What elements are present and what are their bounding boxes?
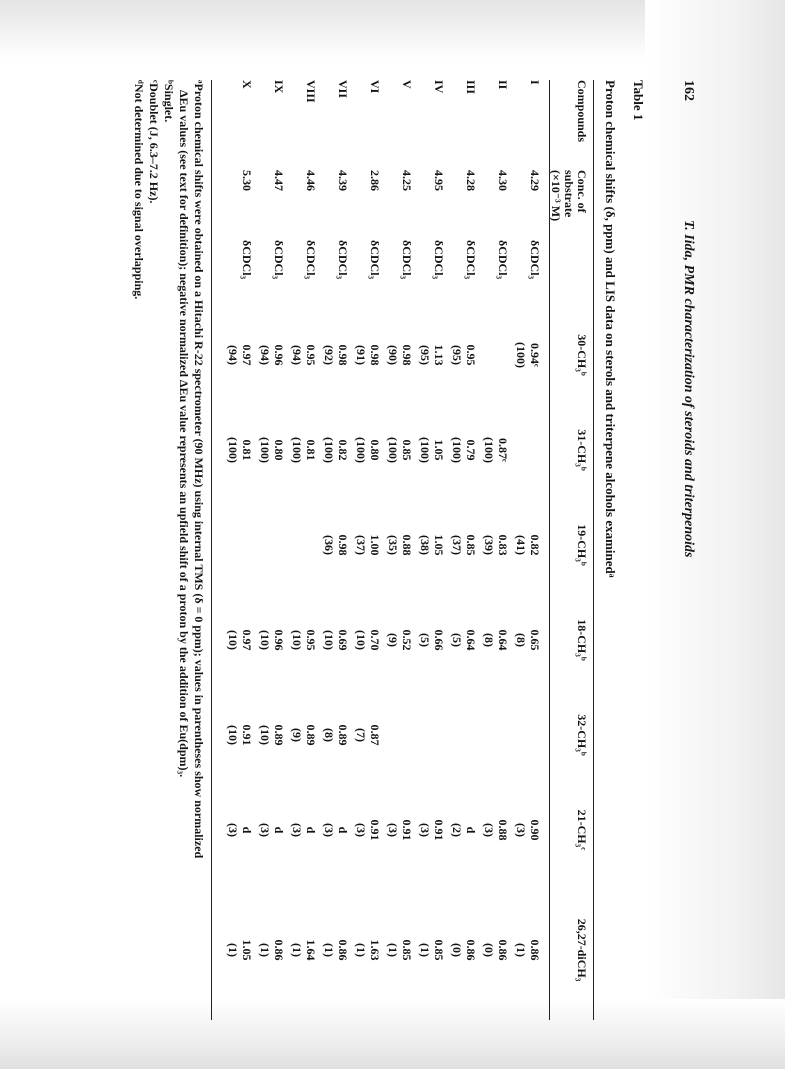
shift-value: 0.85	[432, 939, 446, 961]
normalized-value: (3)	[258, 823, 272, 837]
shift-cell-c30	[290, 320, 318, 390]
conc-value: 4.47	[272, 170, 286, 191]
shift-cell-c21	[226, 795, 254, 865]
shift-cell-c21	[386, 795, 414, 865]
solvent-shift-label: δCDCl₃	[304, 240, 318, 280]
shift-value: 0.83	[496, 534, 510, 556]
shift-cell-c2627	[258, 915, 286, 985]
shift-value: 1.05	[432, 439, 446, 461]
footnote-b: ᵇSinglet.	[162, 80, 176, 123]
shift-value: 0.66	[432, 629, 446, 651]
normalized-value: (1)	[514, 943, 528, 957]
solvent-shift-label: δCDCl₃	[528, 240, 542, 280]
normalized-value: (8)	[482, 633, 496, 647]
col-header-21ch3: 21-CH₃ᶜ	[575, 809, 589, 851]
col-header-18ch3: 18-CH₃ᵇ	[575, 619, 589, 661]
table-row	[510, 80, 542, 1020]
page-number: 162	[681, 80, 696, 101]
shift-cell-c19	[386, 510, 414, 580]
normalized-value: (3)	[418, 823, 432, 837]
normalized-value: (3)	[290, 823, 304, 837]
compound-id: I	[528, 80, 542, 85]
normalized-value: (9)	[290, 728, 304, 742]
shift-value: 0.87ᶜ	[496, 437, 510, 463]
shift-value: 0.81	[304, 439, 318, 461]
compound-id: II	[496, 80, 510, 90]
normalized-value: (90)	[386, 345, 400, 365]
table-bottom-rule	[211, 80, 212, 1020]
shift-value: 0.81	[240, 439, 254, 461]
shift-cell-c21	[482, 795, 510, 865]
shift-value: d	[336, 826, 350, 834]
shift-cell-c31	[258, 415, 286, 485]
shift-cell-c2627	[354, 915, 382, 985]
shift-value: 0.97	[240, 629, 254, 651]
shift-cell-c32	[354, 700, 382, 770]
conc-value: 4.39	[336, 170, 350, 191]
normalized-value: (100)	[514, 342, 528, 368]
shift-cell-c32	[290, 700, 318, 770]
shift-cell-c30	[226, 320, 254, 390]
compound-id: VI	[368, 80, 382, 94]
normalized-value: (92)	[322, 345, 336, 365]
normalized-value: (8)	[322, 728, 336, 742]
solvent-shift-label: δCDCl₃	[496, 240, 510, 280]
normalized-value: (5)	[450, 633, 464, 647]
normalized-value: (7)	[354, 728, 368, 742]
shift-value: 0.79	[464, 439, 478, 461]
normalized-value: (100)	[226, 437, 240, 463]
normalized-value: (100)	[258, 437, 272, 463]
normalized-value: (10)	[258, 630, 272, 650]
shift-cell-c31	[290, 415, 318, 485]
compound-id: VII	[336, 80, 350, 99]
shift-value: 1.05	[240, 939, 254, 961]
shift-value: 1.13	[432, 344, 446, 366]
normalized-value: (3)	[386, 823, 400, 837]
shift-value: 0.69	[336, 629, 350, 651]
shift-value: d	[304, 826, 318, 834]
normalized-value: (100)	[482, 437, 496, 463]
conc-value: 2.86	[368, 170, 382, 191]
shift-cell-c30	[354, 320, 382, 390]
normalized-value: (94)	[290, 345, 304, 365]
shift-value: 0.64	[464, 629, 478, 651]
col-header-conc: Conc. of substrate (×10⁻³ M)	[549, 170, 589, 222]
shift-cell-c19	[514, 510, 542, 580]
normalized-value: (38)	[418, 535, 432, 555]
footnote-a-continued: ΔEu values (see text for definition); negative normalized ΔEu value represents an upfield shift of a proton by the addition of Eu(dpm)₃.	[177, 90, 191, 778]
shift-cell-c31	[386, 415, 414, 485]
shift-cell-c19	[354, 510, 382, 580]
shift-value: 0.86	[464, 939, 478, 961]
shift-cell-c2627	[386, 915, 414, 985]
conc-value: 4.28	[464, 170, 478, 191]
normalized-value: (1)	[226, 943, 240, 957]
shift-cell-c32	[258, 700, 286, 770]
normalized-value: (8)	[514, 633, 528, 647]
col-header-31ch3: 31-CH₃ᵇ	[575, 429, 589, 471]
shift-value: 0.85	[400, 439, 414, 461]
shift-cell-c32	[226, 700, 254, 770]
shift-cell-c31	[450, 415, 478, 485]
solvent-shift-label: δCDCl₃	[368, 240, 382, 280]
shift-cell-c30	[450, 320, 478, 390]
conc-value: 4.25	[400, 170, 414, 191]
col-header-32ch3: 32-CH₃ᵇ	[575, 714, 589, 756]
shift-cell-c31	[226, 415, 254, 485]
shift-value: 0.91	[432, 819, 446, 841]
shift-value: 0.98	[368, 344, 382, 366]
shift-value: 1.63	[368, 939, 382, 961]
table-row	[318, 80, 350, 1020]
normalized-value: (100)	[386, 437, 400, 463]
shift-cell-c21	[514, 795, 542, 865]
table-row	[382, 80, 414, 1020]
shift-cell-c21	[450, 795, 478, 865]
shift-value: 0.98	[400, 344, 414, 366]
solvent-shift-label: δCDCl₃	[336, 240, 350, 280]
shift-value: 0.95	[304, 629, 318, 651]
shift-value: 0.64	[496, 629, 510, 651]
normalized-value: (41)	[514, 535, 528, 555]
shift-value: 0.98	[336, 534, 350, 556]
table-row	[286, 80, 318, 1020]
shift-value: d	[464, 826, 478, 834]
solvent-shift-label: δCDCl₃	[464, 240, 478, 280]
footnotes	[131, 80, 206, 1020]
compound-id: V	[400, 80, 414, 89]
conc-value: 4.29	[528, 170, 542, 191]
normalized-value: (95)	[418, 345, 432, 365]
rotated-page	[100, 80, 700, 1020]
solvent-shift-label: δCDCl₃	[272, 240, 286, 280]
shift-value: 0.86	[528, 939, 542, 961]
shift-cell-c21	[418, 795, 446, 865]
conc-value: 4.46	[304, 170, 318, 191]
table-row	[414, 80, 446, 1020]
shift-value: 0.86	[336, 939, 350, 961]
shift-value: 0.96	[272, 629, 286, 651]
normalized-value: (100)	[322, 437, 336, 463]
shift-cell-c18	[514, 605, 542, 675]
shift-value: 0.90	[528, 819, 542, 841]
normalized-value: (1)	[258, 943, 272, 957]
table-row	[350, 80, 382, 1020]
shift-value: 0.96	[272, 344, 286, 366]
normalized-value: (39)	[482, 535, 496, 555]
shift-cell-c21	[354, 795, 382, 865]
table-header-rule	[549, 80, 550, 1020]
table-row	[222, 80, 254, 1020]
shift-cell-c30	[418, 320, 446, 390]
normalized-value: (95)	[450, 345, 464, 365]
shift-value: 0.52	[400, 629, 414, 651]
normalized-value: (5)	[418, 633, 432, 647]
normalized-value: (2)	[450, 823, 464, 837]
compound-id: III	[464, 80, 478, 95]
normalized-value: (35)	[386, 535, 400, 555]
normalized-value: (0)	[482, 943, 496, 957]
shift-value: 0.86	[496, 939, 510, 961]
table-row	[478, 80, 510, 1020]
shift-cell-c31	[322, 415, 350, 485]
shift-value: 0.89	[336, 724, 350, 746]
normalized-value: (91)	[354, 345, 368, 365]
normalized-value: (100)	[450, 437, 464, 463]
shift-cell-c2627	[482, 915, 510, 985]
conc-value: 4.30	[496, 170, 510, 191]
shift-cell-c18	[482, 605, 510, 675]
shift-value: 0.91	[240, 724, 254, 746]
normalized-value: (1)	[386, 943, 400, 957]
shift-value: 0.80	[368, 439, 382, 461]
compound-id: IV	[432, 80, 446, 94]
shift-value: d	[240, 826, 254, 834]
shift-value: 0.89	[272, 724, 286, 746]
normalized-value: (3)	[514, 823, 528, 837]
normalized-value: (10)	[226, 630, 240, 650]
shift-value: 1.64	[304, 939, 318, 961]
solvent-shift-label: δCDCl₃	[432, 240, 446, 280]
shift-cell-c2627	[290, 915, 318, 985]
col-header-2627-dich3: 26,27-diCH₃	[575, 918, 589, 982]
shift-cell-c18	[450, 605, 478, 675]
shift-value: 0.86	[272, 939, 286, 961]
table-label: Table 1	[631, 80, 646, 121]
shift-cell-c19	[450, 510, 478, 580]
shift-value: 0.97	[240, 344, 254, 366]
table-row	[446, 80, 478, 1020]
shift-value: 0.91	[368, 819, 382, 841]
table-title: Proton chemical shifts (δ, ppm) and LIS data on sterols and triterpene alcohols examinedᵃ	[603, 80, 618, 578]
shift-value: 0.89	[304, 724, 318, 746]
normalized-value: (1)	[418, 943, 432, 957]
normalized-value: (3)	[322, 823, 336, 837]
shift-cell-c2627	[418, 915, 446, 985]
shift-value: 1.05	[432, 534, 446, 556]
footnote-d: ᵈNot determined due to signal overlapping.	[132, 80, 146, 300]
normalized-value: (100)	[290, 437, 304, 463]
shift-cell-c30	[322, 320, 350, 390]
solvent-shift-label: δCDCl₃	[400, 240, 414, 280]
col-header-compounds: Compounds	[575, 80, 589, 143]
col-header-30ch3: 30-CH₃ᵇ	[575, 334, 589, 376]
shift-value: 0.87	[368, 724, 382, 746]
normalized-value: (1)	[354, 943, 368, 957]
table-row	[254, 80, 286, 1020]
shift-value: 0.98	[336, 344, 350, 366]
shift-cell-c21	[290, 795, 318, 865]
shift-value: 0.95	[464, 344, 478, 366]
shift-cell-c30	[514, 320, 542, 390]
shift-cell-c18	[226, 605, 254, 675]
normalized-value: (1)	[290, 943, 304, 957]
shift-cell-c21	[258, 795, 286, 865]
normalized-value: (10)	[354, 630, 368, 650]
compound-id: X	[240, 80, 254, 89]
normalized-value: (37)	[450, 535, 464, 555]
solvent-shift-label: δCDCl₃	[240, 240, 254, 280]
normalized-value: (10)	[290, 630, 304, 650]
shift-cell-c19	[482, 510, 510, 580]
shift-cell-c2627	[322, 915, 350, 985]
shift-value: 0.94ᶜ	[528, 342, 542, 368]
shift-value: 0.85	[400, 939, 414, 961]
shift-cell-c2627	[514, 915, 542, 985]
shift-value: 0.80	[272, 439, 286, 461]
shift-value: 0.88	[496, 819, 510, 841]
shift-value: 0.70	[368, 629, 382, 651]
shift-value: d	[272, 826, 286, 834]
normalized-value: (3)	[482, 823, 496, 837]
normalized-value: (10)	[226, 725, 240, 745]
shift-value: 0.88	[400, 534, 414, 556]
shift-cell-c31	[418, 415, 446, 485]
shift-value: 0.65	[528, 629, 542, 651]
normalized-value: (36)	[322, 535, 336, 555]
shift-cell-c21	[322, 795, 350, 865]
shift-cell-c19	[418, 510, 446, 580]
compound-id: IX	[272, 80, 286, 94]
col-header-19ch3: 19-CH₃ᵇ	[575, 524, 589, 566]
normalized-value: (3)	[354, 823, 368, 837]
shift-cell-c30	[386, 320, 414, 390]
footnote-a: ᵃProton chemical shifts were obtained on a Hitachi R-22 spectrometer (90 MHz) using internal TMS (δ = 0 ppm); values in parentheses show normalized	[192, 80, 206, 859]
normalized-value: (10)	[258, 725, 272, 745]
compound-id: VIII	[304, 80, 318, 103]
conc-value: 4.95	[432, 170, 446, 191]
shift-cell-c32	[322, 700, 350, 770]
running-title: T. Iida, PMR characterization of steroids and triterpenoids	[681, 220, 696, 558]
shift-value: 0.95	[304, 344, 318, 366]
shift-cell-c18	[354, 605, 382, 675]
shift-cell-c18	[418, 605, 446, 675]
shift-cell-c30	[258, 320, 286, 390]
shift-cell-c19	[322, 510, 350, 580]
shift-cell-c18	[322, 605, 350, 675]
shift-cell-c31	[354, 415, 382, 485]
shift-cell-c18	[290, 605, 318, 675]
shift-value: 0.82	[528, 534, 542, 556]
shift-cell-c2627	[450, 915, 478, 985]
normalized-value: (37)	[354, 535, 368, 555]
shift-cell-c18	[386, 605, 414, 675]
shift-value: 0.85	[464, 534, 478, 556]
shift-value: 1.00	[368, 534, 382, 556]
footnote-c: ᶜDoublet (J, 6.3–7.2 Hz).	[147, 80, 161, 204]
shift-value: 0.91	[400, 819, 414, 841]
conc-value: 5.30	[240, 170, 254, 191]
normalized-value: (94)	[226, 345, 240, 365]
page-header	[670, 80, 700, 1020]
shift-cell-c31	[482, 415, 510, 485]
shift-cell-c2627	[226, 915, 254, 985]
shift-value: 0.82	[336, 439, 350, 461]
normalized-value: (0)	[450, 943, 464, 957]
normalized-value: (9)	[386, 633, 400, 647]
shift-cell-c18	[258, 605, 286, 675]
normalized-value: (100)	[418, 437, 432, 463]
normalized-value: (3)	[226, 823, 240, 837]
table-top-rule	[593, 80, 594, 1020]
normalized-value: (10)	[322, 630, 336, 650]
normalized-value: (1)	[322, 943, 336, 957]
normalized-value: (94)	[258, 345, 272, 365]
normalized-value: (100)	[354, 437, 368, 463]
